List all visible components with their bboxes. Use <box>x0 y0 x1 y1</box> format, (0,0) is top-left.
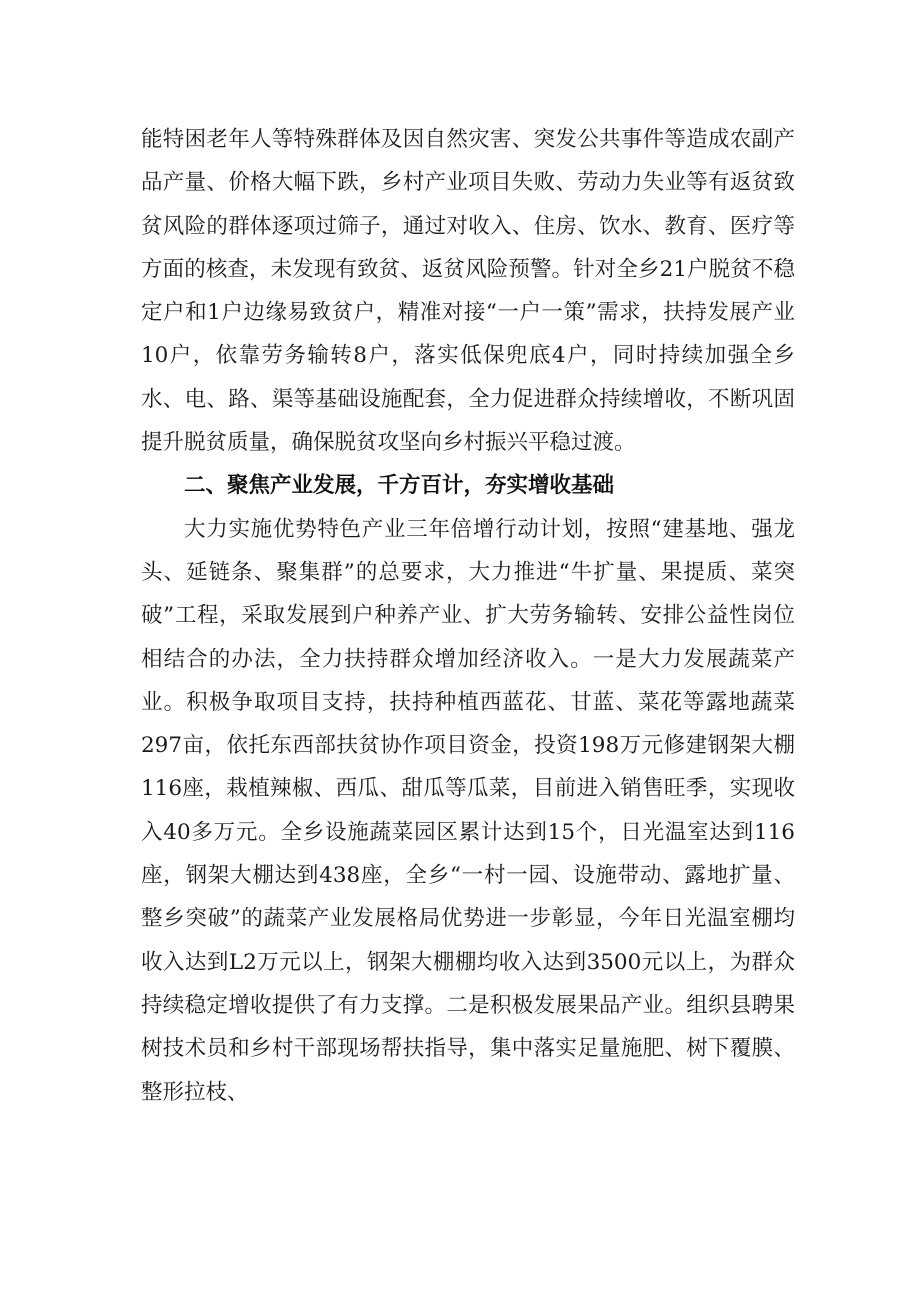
body-paragraph: 大力实施优势特色产业三年倍增行动计划，按照“建基地、强龙头、延链条、聚集群”的总要求，大力推进“牛扩量、果提质、菜突破”工程，采取发展到户种养产业、扩大劳务输转、安排公益性岗位相结合的办法，全力扶持群众增加经济收入。一是大力发展蔬菜产业。积极争取项目支持，扶持种植西蓝花、甘蓝、菜花等露地蔬菜297亩，依托东西部扶贫协作项目资金，投资198万元修建钢架大棚116座，栽植辣椒、西瓜、甜瓜等瓜菜，目前进入销售旺季，实现收入40多万元。全乡设施蔬菜园区累计达到15个，日光温室达到116座，钢架大棚达到438座，全乡“一村一园、设施带动、露地扩量、整乡突破”的蔬菜产业发展格局优势进一步彰显，今年日光温室棚均收入达到L2万元以上，钢架大棚棚均收入达到3500元以上，为群众持续稳定增收提供了有力支撑。二是积极发展果品产业。组织县聘果树技术员和乡村干部现场帮扶指导，集中落实足量施肥、树下覆膜、整形拉枝、 <box>141 516 795 1105</box>
body-paragraph-continued: 能特困老年人等特殊群体及因自然灾害、突发公共事件等造成农副产品产量、价格大幅下跌，乡村产业项目失败、劳动力失业等有返贫致贫风险的群体逐项过筛子，通过对收入、住房、饮水、教育、医疗等方面的核查，未发现有致贫、返贫风险预警。针对全乡21户脱贫不稳定户和1户边缘易致贫户，精准对接“一户一策”需求，扶持发展产业10户，依靠劳务输转8户，落实低保兜底4户，同时持续加强全乡水、电、路、渠等基础设施配套，全力促进群众持续增收，不断巩固提升脱贫质量，确保脱贫攻坚向乡村振兴平稳过渡。 <box>141 127 795 456</box>
document-body <box>141 118 795 1114</box>
section-heading: 二、聚焦产业发展，千方百计，夯实增收基础 <box>184 473 615 499</box>
